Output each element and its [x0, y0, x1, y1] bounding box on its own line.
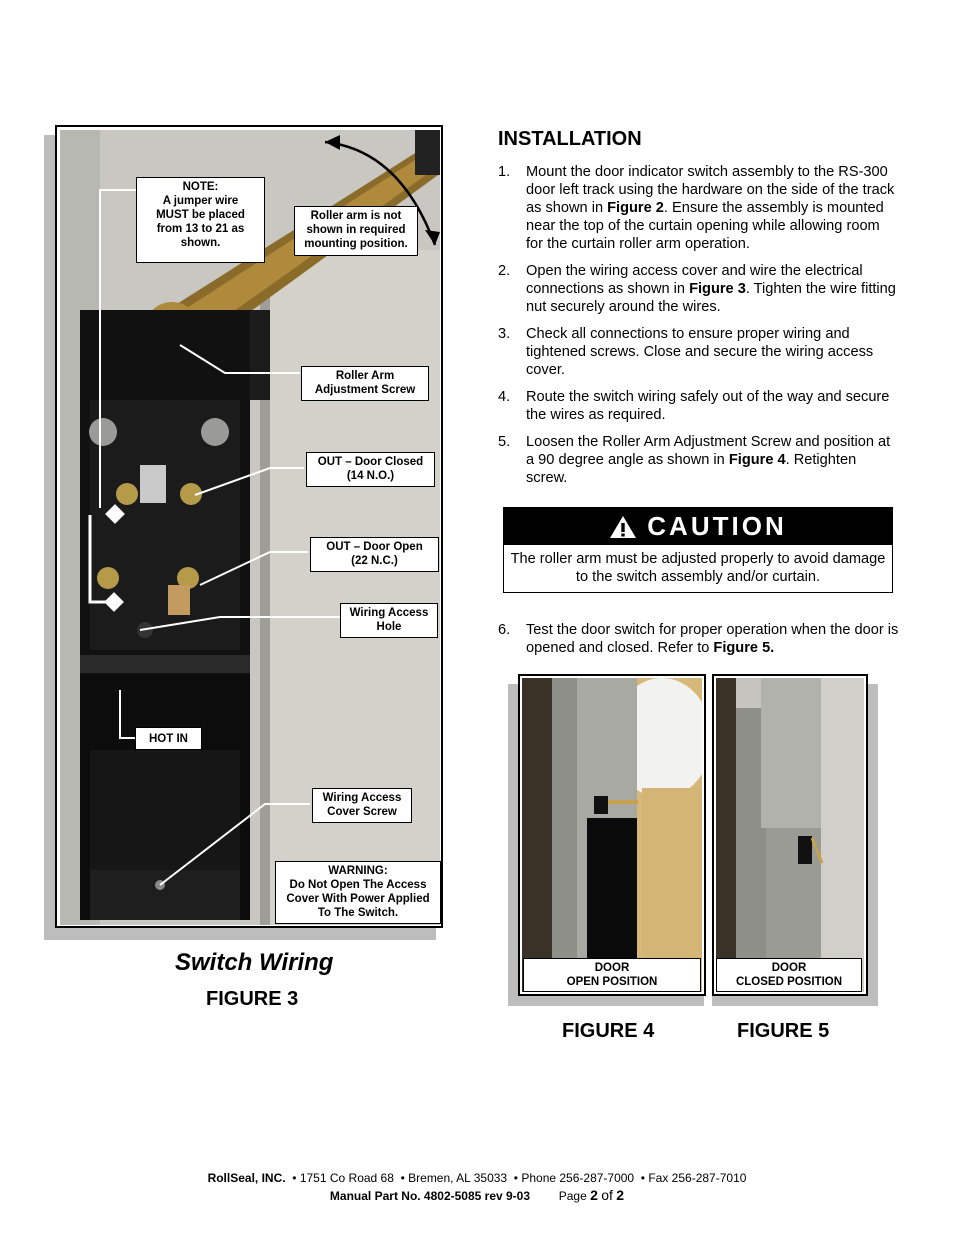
footer-address: 1751 Co Road 68	[299, 1171, 394, 1185]
figure5-door-closed-photo	[716, 678, 864, 992]
callout-line: Cover With Power Applied	[286, 893, 430, 905]
figure3-label: FIGURE 3	[206, 988, 299, 1010]
step-item	[498, 388, 900, 424]
callout-line: (14 N.O.)	[346, 470, 395, 482]
step-item	[498, 433, 900, 487]
installation-steps	[498, 163, 900, 496]
callout-line: NOTE:	[182, 181, 219, 193]
step-text: Loosen the Roller Arm Adjustment Screw and position at a 90 degree angle as shown in	[526, 434, 891, 468]
step-6	[498, 621, 900, 657]
door-label-line: CLOSED POSITION	[735, 976, 843, 988]
footer-phone: Phone 256-287-7000	[521, 1171, 635, 1185]
step-text: . Retighten screw.	[526, 452, 857, 486]
step-figure-ref: Figure 5.	[713, 640, 775, 656]
callout-line: Adjustment Screw	[314, 384, 416, 396]
figure4-door-label	[523, 958, 701, 992]
callout-line: WARNING:	[328, 865, 388, 877]
step-item	[498, 163, 900, 253]
door-open-illustration	[522, 678, 702, 992]
step-figure-ref: Figure 2	[607, 200, 664, 216]
step-number: 2.	[498, 263, 511, 279]
callout-line: Wiring Access	[322, 792, 402, 804]
caution-title: CAUTION	[647, 511, 787, 541]
caution-text: The roller arm must be adjusted properly to avoid damage to the switch assembly and/or curtain.	[510, 551, 886, 585]
footer-contact-line	[0, 1171, 954, 1185]
footer-fax: Fax 256-287-7010	[648, 1171, 747, 1185]
step-figure-ref: Figure 3	[689, 281, 746, 297]
callout-line: MUST be placed	[156, 209, 245, 221]
callout-line: Cover Screw	[327, 806, 397, 818]
footer-manual-line	[0, 1187, 954, 1203]
footer-page-total: 2	[616, 1187, 625, 1203]
callout-line: Roller Arm	[335, 370, 395, 382]
wiring-access-hole-callout	[340, 603, 438, 638]
callout-line: (22 N.C.)	[351, 555, 398, 567]
callout-line: shown in required	[306, 224, 406, 236]
callout-line: To The Switch.	[317, 907, 399, 919]
bullet-icon: •	[288, 1171, 297, 1185]
step-number: 3.	[498, 326, 511, 342]
bullet-icon: •	[397, 1171, 405, 1185]
callout-line: Roller arm is not	[310, 210, 402, 222]
step-number: 5.	[498, 434, 511, 450]
step-text: Route the switch wiring safely out of the way and secure the wires as required.	[526, 389, 890, 423]
figure5-label: FIGURE 5	[737, 1020, 830, 1042]
figure4-label: FIGURE 4	[562, 1020, 655, 1042]
step-text: Mount the door indicator switch assembly to the RS-300 door left track using the hardware on the side of the track as shown in	[526, 164, 895, 216]
callout-line: Wiring Access	[349, 607, 429, 619]
callout-line: A jumper wire	[162, 195, 239, 207]
caution-box	[503, 507, 893, 593]
callout-line: mounting position.	[304, 238, 408, 250]
step-item	[498, 262, 900, 316]
step-figure-ref: Figure 4	[728, 452, 786, 468]
roller-arm-adjustment-callout	[301, 366, 429, 401]
footer-page-number: 2	[590, 1187, 598, 1203]
step-text: . Tighten the wire fitting nut securely around the wires.	[526, 281, 896, 315]
callout-line: OUT – Door Closed	[317, 456, 424, 468]
figure3-caption-title: Switch Wiring	[175, 949, 334, 976]
door-label-line: OPEN POSITION	[566, 976, 658, 988]
callout-line: from 13 to 21 as	[156, 223, 245, 235]
footer-page-word: Page	[558, 1189, 587, 1203]
door-closed-illustration	[716, 678, 864, 992]
callout-line: OUT – Door Open	[326, 541, 423, 553]
door-label-line: DOOR	[594, 962, 630, 974]
callout-line: shown.	[180, 237, 221, 249]
footer-company: RollSeal, INC.	[207, 1171, 286, 1185]
step-number: 1.	[498, 164, 511, 180]
figure5-door-label	[716, 958, 862, 992]
warning-callout	[275, 861, 441, 924]
note-jumper-callout	[136, 177, 265, 263]
caution-header	[504, 508, 892, 545]
out-door-closed-callout	[306, 452, 435, 487]
callout-line: HOT IN	[149, 733, 188, 745]
step-text: Check all connections to ensure proper wiring and tightened screws. Close and secure the wiring access cover.	[526, 326, 874, 378]
step-text: Open the wiring access cover and wire the electrical connections as shown in	[526, 263, 863, 297]
door-label-line: DOOR	[771, 962, 807, 974]
step-number: 4.	[498, 389, 511, 405]
footer-of-word: of	[601, 1187, 613, 1203]
step-text: . Ensure the assembly is mounted near the top of the curtain opening while allowing room for the curtain roller arm operation.	[526, 200, 884, 252]
wiring-access-cover-screw-callout	[312, 788, 412, 823]
out-door-open-callout	[310, 537, 439, 572]
step-item	[498, 621, 900, 657]
roller-arm-note-callout	[294, 206, 418, 256]
figure4-door-open-photo	[522, 678, 702, 992]
step-text: Test the door switch for proper operation when the door is opened and closed. Refer to	[526, 622, 899, 656]
installation-heading: INSTALLATION	[498, 128, 642, 150]
callout-line: Hole	[376, 621, 402, 633]
footer-manual-number: Manual Part No. 4802-5085 rev 9-03	[329, 1189, 531, 1203]
hot-in-callout	[135, 727, 202, 750]
step-item	[498, 325, 900, 379]
warning-triangle-icon	[609, 515, 637, 539]
bullet-icon: •	[510, 1171, 518, 1185]
step-number: 6.	[498, 622, 511, 638]
bullet-icon: •	[637, 1171, 645, 1185]
callout-line: Do Not Open The Access	[289, 879, 427, 891]
footer-city: Bremen, AL 35033	[408, 1171, 508, 1185]
